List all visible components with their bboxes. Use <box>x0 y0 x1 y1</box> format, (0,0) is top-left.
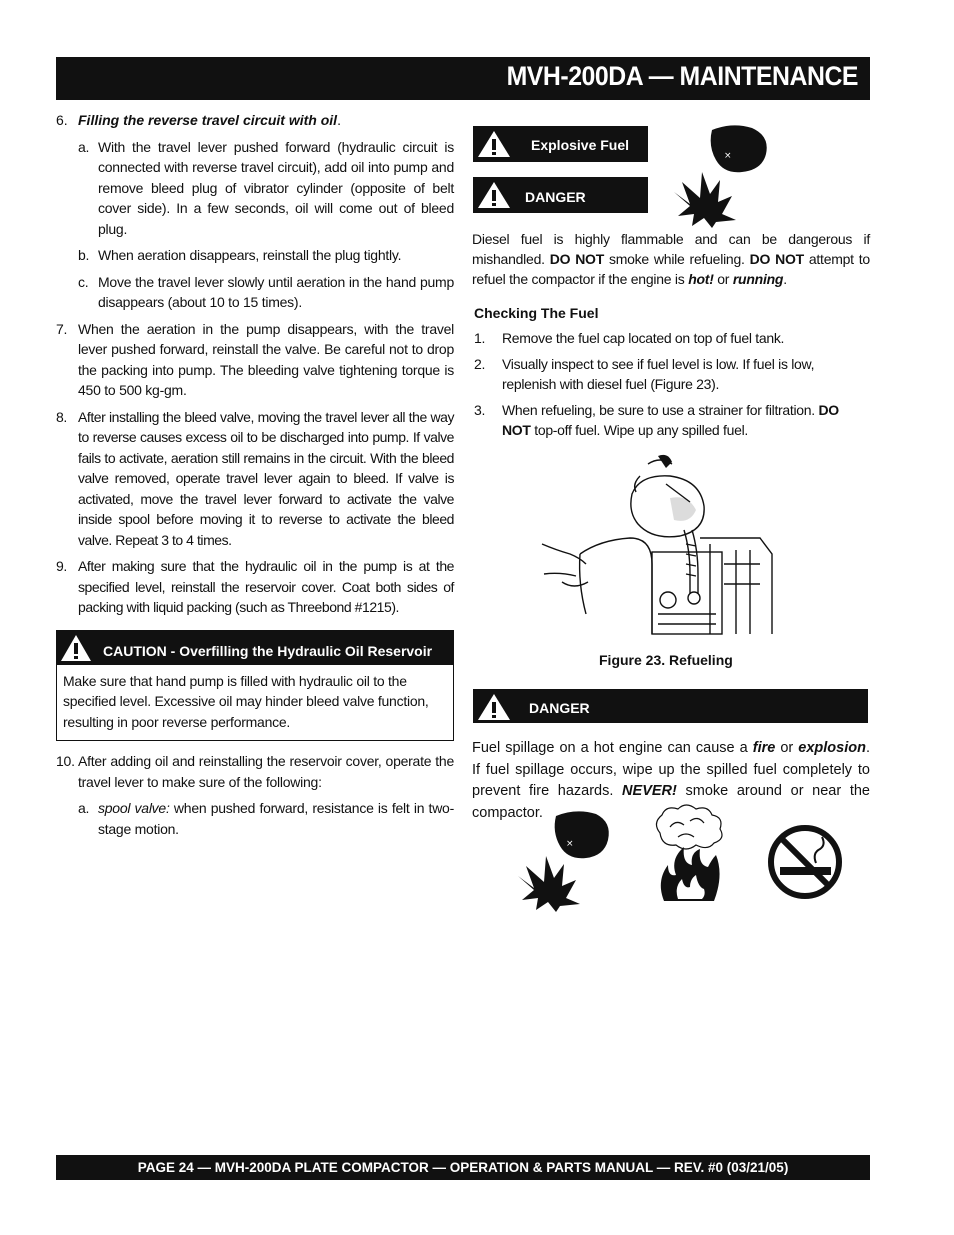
check-step-2 <box>472 354 870 394</box>
step-10a <box>56 798 454 839</box>
step-letter: a. <box>78 800 90 816</box>
step-number: 2. <box>474 356 486 372</box>
explosion-icon <box>672 122 772 228</box>
step-letter: c. <box>78 273 89 290</box>
right-column <box>472 229 870 446</box>
text: . <box>783 271 787 287</box>
step-text: After making sure that the hydraulic oil in the pump is at the specified level, reinstall the reservoir cover. Coat both sides of packing with liquid packing (such as Threebond #1215). <box>78 558 454 615</box>
caution-body: Make sure that hand pump is filled with hydraulic oil to the specified level. Excessive oil may hinder bleed valve function, resulting in poor reverse performance. <box>63 672 429 730</box>
step-text: When the aeration in the pump disappears, with the travel lever pushed forward, reinstall the valve. Be careful not to drop the packing into pump. The bleeding valve tightening torque is 450 to 500 kg-gm. <box>78 320 454 398</box>
refueling-illustration <box>540 454 776 638</box>
step-7 <box>56 319 454 401</box>
check-step-1 <box>472 328 870 348</box>
step-text: top-off fuel. Wipe up any spilled fuel. <box>530 422 748 438</box>
step-text: When aeration disappears, reinstall the plug tightly. <box>98 247 402 263</box>
text: Diesel fuel is highly flammable and can be dangerous if mishandled. <box>472 231 870 267</box>
svg-text:×: × <box>724 151 732 161</box>
emphasis: DO NOT <box>549 251 604 267</box>
step-text: Visually inspect to see if fuel level is low. If fuel is low, replenish with diesel fuel (Figure 23). <box>502 356 815 392</box>
no-smoking-icon <box>766 823 844 901</box>
warning-triangle-icon <box>476 180 512 210</box>
danger-label: DANGER <box>529 700 590 716</box>
explosive-fuel-label: Explosive Fuel <box>531 137 630 153</box>
warning-triangle-icon <box>59 633 93 663</box>
step-number: 9. <box>56 558 67 574</box>
text: . If fuel spillage occurs, wipe up the spilled fuel completely to prevent fire hazards. <box>472 740 870 799</box>
step-number: 6. <box>56 112 68 128</box>
danger-bar <box>473 177 648 213</box>
warning-triangle-icon <box>476 129 512 159</box>
step-6a <box>56 137 454 240</box>
emphasis: NEVER! <box>622 783 677 799</box>
page-title: MVH-200DA — MAINTENANCE <box>506 61 858 91</box>
emphasis: explosion <box>798 740 866 756</box>
step-text: When refueling, be sure to use a strainer for filtration. <box>502 402 819 418</box>
header-bar <box>56 57 870 100</box>
emphasis: hot! <box>688 271 714 287</box>
emphasis: DO NOT <box>502 402 839 438</box>
step-6b <box>56 245 454 266</box>
footer-bar: PAGE 24 — MVH-200DA PLATE COMPACTOR — OPERATION & PARTS MANUAL — REV. #0 (03/21/05) <box>56 1155 870 1180</box>
explosion-icon <box>516 808 612 912</box>
step-text: After installing the bleed valve, moving the travel lever all the way to reverse causes excess oil to be discharged into pump. If valve fails to activate, aeration still remains in the circuit. With the bleed valve removed, operate travel lever again to bleed. If valve is activated, move the travel lever forward to activate the valve inside spool before moving it to reverse to activate the bleed valve. Repeat 3 to 4 times. <box>78 408 454 548</box>
figure-caption: Figure 23. Refueling <box>599 652 733 668</box>
text: Fuel spillage on a hot engine can cause a <box>472 740 753 756</box>
caution-title: CAUTION - Overfilling the Hydraulic Oil Reservoir <box>103 642 433 659</box>
step-number: 10. <box>56 753 75 769</box>
period: . <box>337 112 341 128</box>
step-number: 3. <box>474 402 486 418</box>
step-text: With the travel lever pushed forward (hydraulic circuit is connected with reverse travel circuit), add oil into pump and remove bleed plug of vibrator cylinder (opposite of belt cover side). In a few seconds, oil will come out of bleed plug. <box>98 138 454 237</box>
step-8 <box>56 407 454 551</box>
check-step-3 <box>472 400 870 440</box>
text: smoke around or near the compactor. <box>472 783 870 821</box>
step-number: 1. <box>474 330 486 346</box>
danger-bar-2 <box>473 689 868 723</box>
step-9 <box>56 556 454 618</box>
step-6c <box>56 272 454 313</box>
text: attempt to refuel the compactor if the engine is <box>472 251 870 287</box>
fire-icon <box>650 803 730 903</box>
checking-fuel-heading: Checking The Fuel <box>474 305 599 321</box>
text: smoke while refueling. <box>604 251 750 267</box>
caution-box <box>56 630 454 742</box>
step-letter: b. <box>78 247 90 263</box>
emphasis: DO NOT <box>749 251 804 267</box>
warning-triangle-icon <box>476 692 512 722</box>
caution-header <box>57 631 453 665</box>
svg-text:×: × <box>566 839 574 849</box>
emphasis: running <box>732 271 784 287</box>
text: or <box>713 271 733 287</box>
step-10 <box>56 751 454 792</box>
text: or <box>775 740 799 756</box>
explosive-fuel-bar <box>473 126 648 162</box>
step-text: Remove the fuel cap located on top of fuel tank. <box>502 330 785 346</box>
step-number: 8. <box>56 408 67 425</box>
left-column <box>56 110 454 845</box>
step-text: After adding oil and reinstalling the reservoir cover, operate the travel lever to make sure of the following: <box>78 753 454 790</box>
emphasis: fire <box>752 740 776 756</box>
step-number: 7. <box>56 320 68 337</box>
step-6-title: Filling the reverse travel circuit with oil <box>78 112 338 128</box>
spool-valve-label: spool valve: <box>98 800 170 816</box>
fuel-warning-paragraph <box>472 229 870 289</box>
step-text: Move the travel lever slowly until aeration in the hand pump disappears (about 10 to 15 times). <box>98 273 454 310</box>
step-6 <box>56 110 454 131</box>
danger-label: DANGER <box>525 189 586 205</box>
step-text: when pushed forward, resistance is felt in two-stage motion. <box>98 800 454 837</box>
step-letter: a. <box>78 138 90 155</box>
